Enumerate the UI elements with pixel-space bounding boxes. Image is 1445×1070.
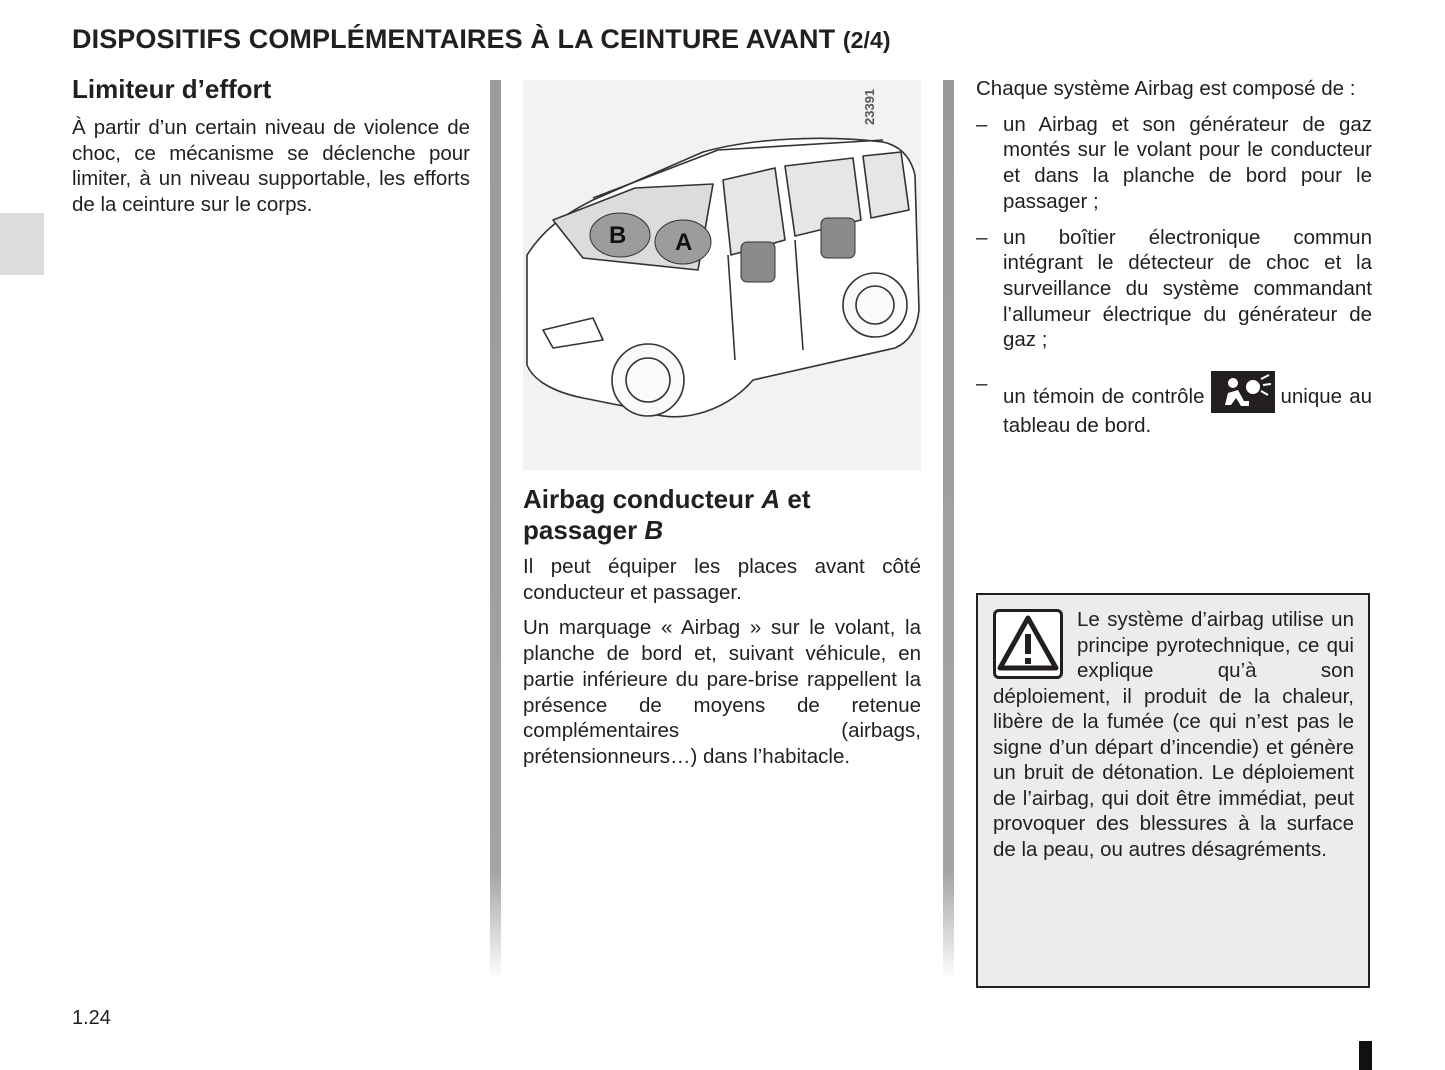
section-tab (0, 213, 44, 275)
dash: – (976, 112, 988, 136)
system-item-text: un Airbag et son générateur de gaz montés sur le volant pour le conducteur et dans la planche de bord pour le passager ; (1003, 112, 1372, 213)
side-airbag-rear (821, 218, 855, 258)
column-load-limiter (72, 74, 470, 218)
warning-triangle-icon (993, 609, 1063, 679)
airbag-label-a: A (675, 229, 693, 256)
dash: – (976, 372, 988, 396)
warning-text: Le système d’airbag utilise un principe pyrotechnique, ce qui explique qu’à son déploiement, il produit de la chaleur, libère de la fumée (ce qui n’est pas le signe d’un départ d’incendie) et génère un bruit de détonation. Le déploiement de l’airbag, qui doit être immédiat, peut provoquer des blessures à la surface de la peau, ou autres désagréments. (993, 608, 1354, 861)
pyrotechnic-warning-box (976, 593, 1370, 988)
airbag-warning-light-icon (1211, 371, 1275, 413)
column-airbags (523, 484, 921, 770)
column-divider-right (943, 80, 954, 980)
load-limiter-text: À partir d’un certain niveau de violence de choc, ce mécanisme se déclenche pour limiter, à un niveau supportable, les efforts de la ceinture sur le corps. (72, 116, 470, 217)
page-number: 1.24 (72, 1007, 111, 1029)
airbag-paragraph-2: Un marquage « Airbag » sur le volant, la planche de bord et, suivant véhicule, en partie inférieure du pare-brise rappellent la présence de moyens de retenue complémentaires (airbags, prétensionneurs…) dans l’habitacle. (523, 616, 921, 768)
system-item-text: un témoin de contrôle (1003, 385, 1205, 409)
system-item-warning-light (976, 371, 1372, 439)
airbag-heading-b: B (644, 515, 664, 545)
airbag-heading-part1: Airbag conducteur (523, 484, 762, 514)
rear-wheel (843, 273, 907, 337)
column-divider-left (490, 80, 501, 980)
dash: – (976, 225, 988, 249)
system-item-text: unique au tableau de bord. (1003, 385, 1373, 438)
airbag-heading-part2: et passager (523, 484, 811, 545)
side-airbag-front (741, 242, 775, 282)
airbag-vehicle-illustration (523, 80, 921, 470)
system-item-gas-generator (976, 112, 1372, 215)
front-wheel (612, 344, 684, 416)
page-corner-mark (1359, 1041, 1372, 1070)
airbag-paragraph-1: Il peut équiper les places avant côté conducteur et passager. (523, 555, 921, 604)
title-text: DISPOSITIFS COMPLÉMENTAIRES À LA CEINTURE AVANT (72, 24, 836, 54)
system-item-control-unit (976, 225, 1372, 354)
airbag-heading-a: A (761, 484, 781, 514)
airbag-heading (523, 484, 921, 546)
column-airbag-system (976, 76, 1372, 439)
system-item-text: un boîtier électronique commun intégrant le détecteur de choc et la surveillance du système commandant l’allumeur électrique du générateur de gaz ; (1003, 225, 1372, 352)
system-intro: Chaque système Airbag est composé de : (976, 77, 1356, 100)
page-title (72, 24, 891, 55)
figure-number: 23391 (862, 88, 877, 125)
load-limiter-heading: Limiteur d’effort (72, 74, 272, 104)
title-part: (2/4) (842, 27, 891, 53)
airbag-label-b: B (609, 222, 627, 249)
vehicle-illustration-svg (523, 80, 921, 470)
